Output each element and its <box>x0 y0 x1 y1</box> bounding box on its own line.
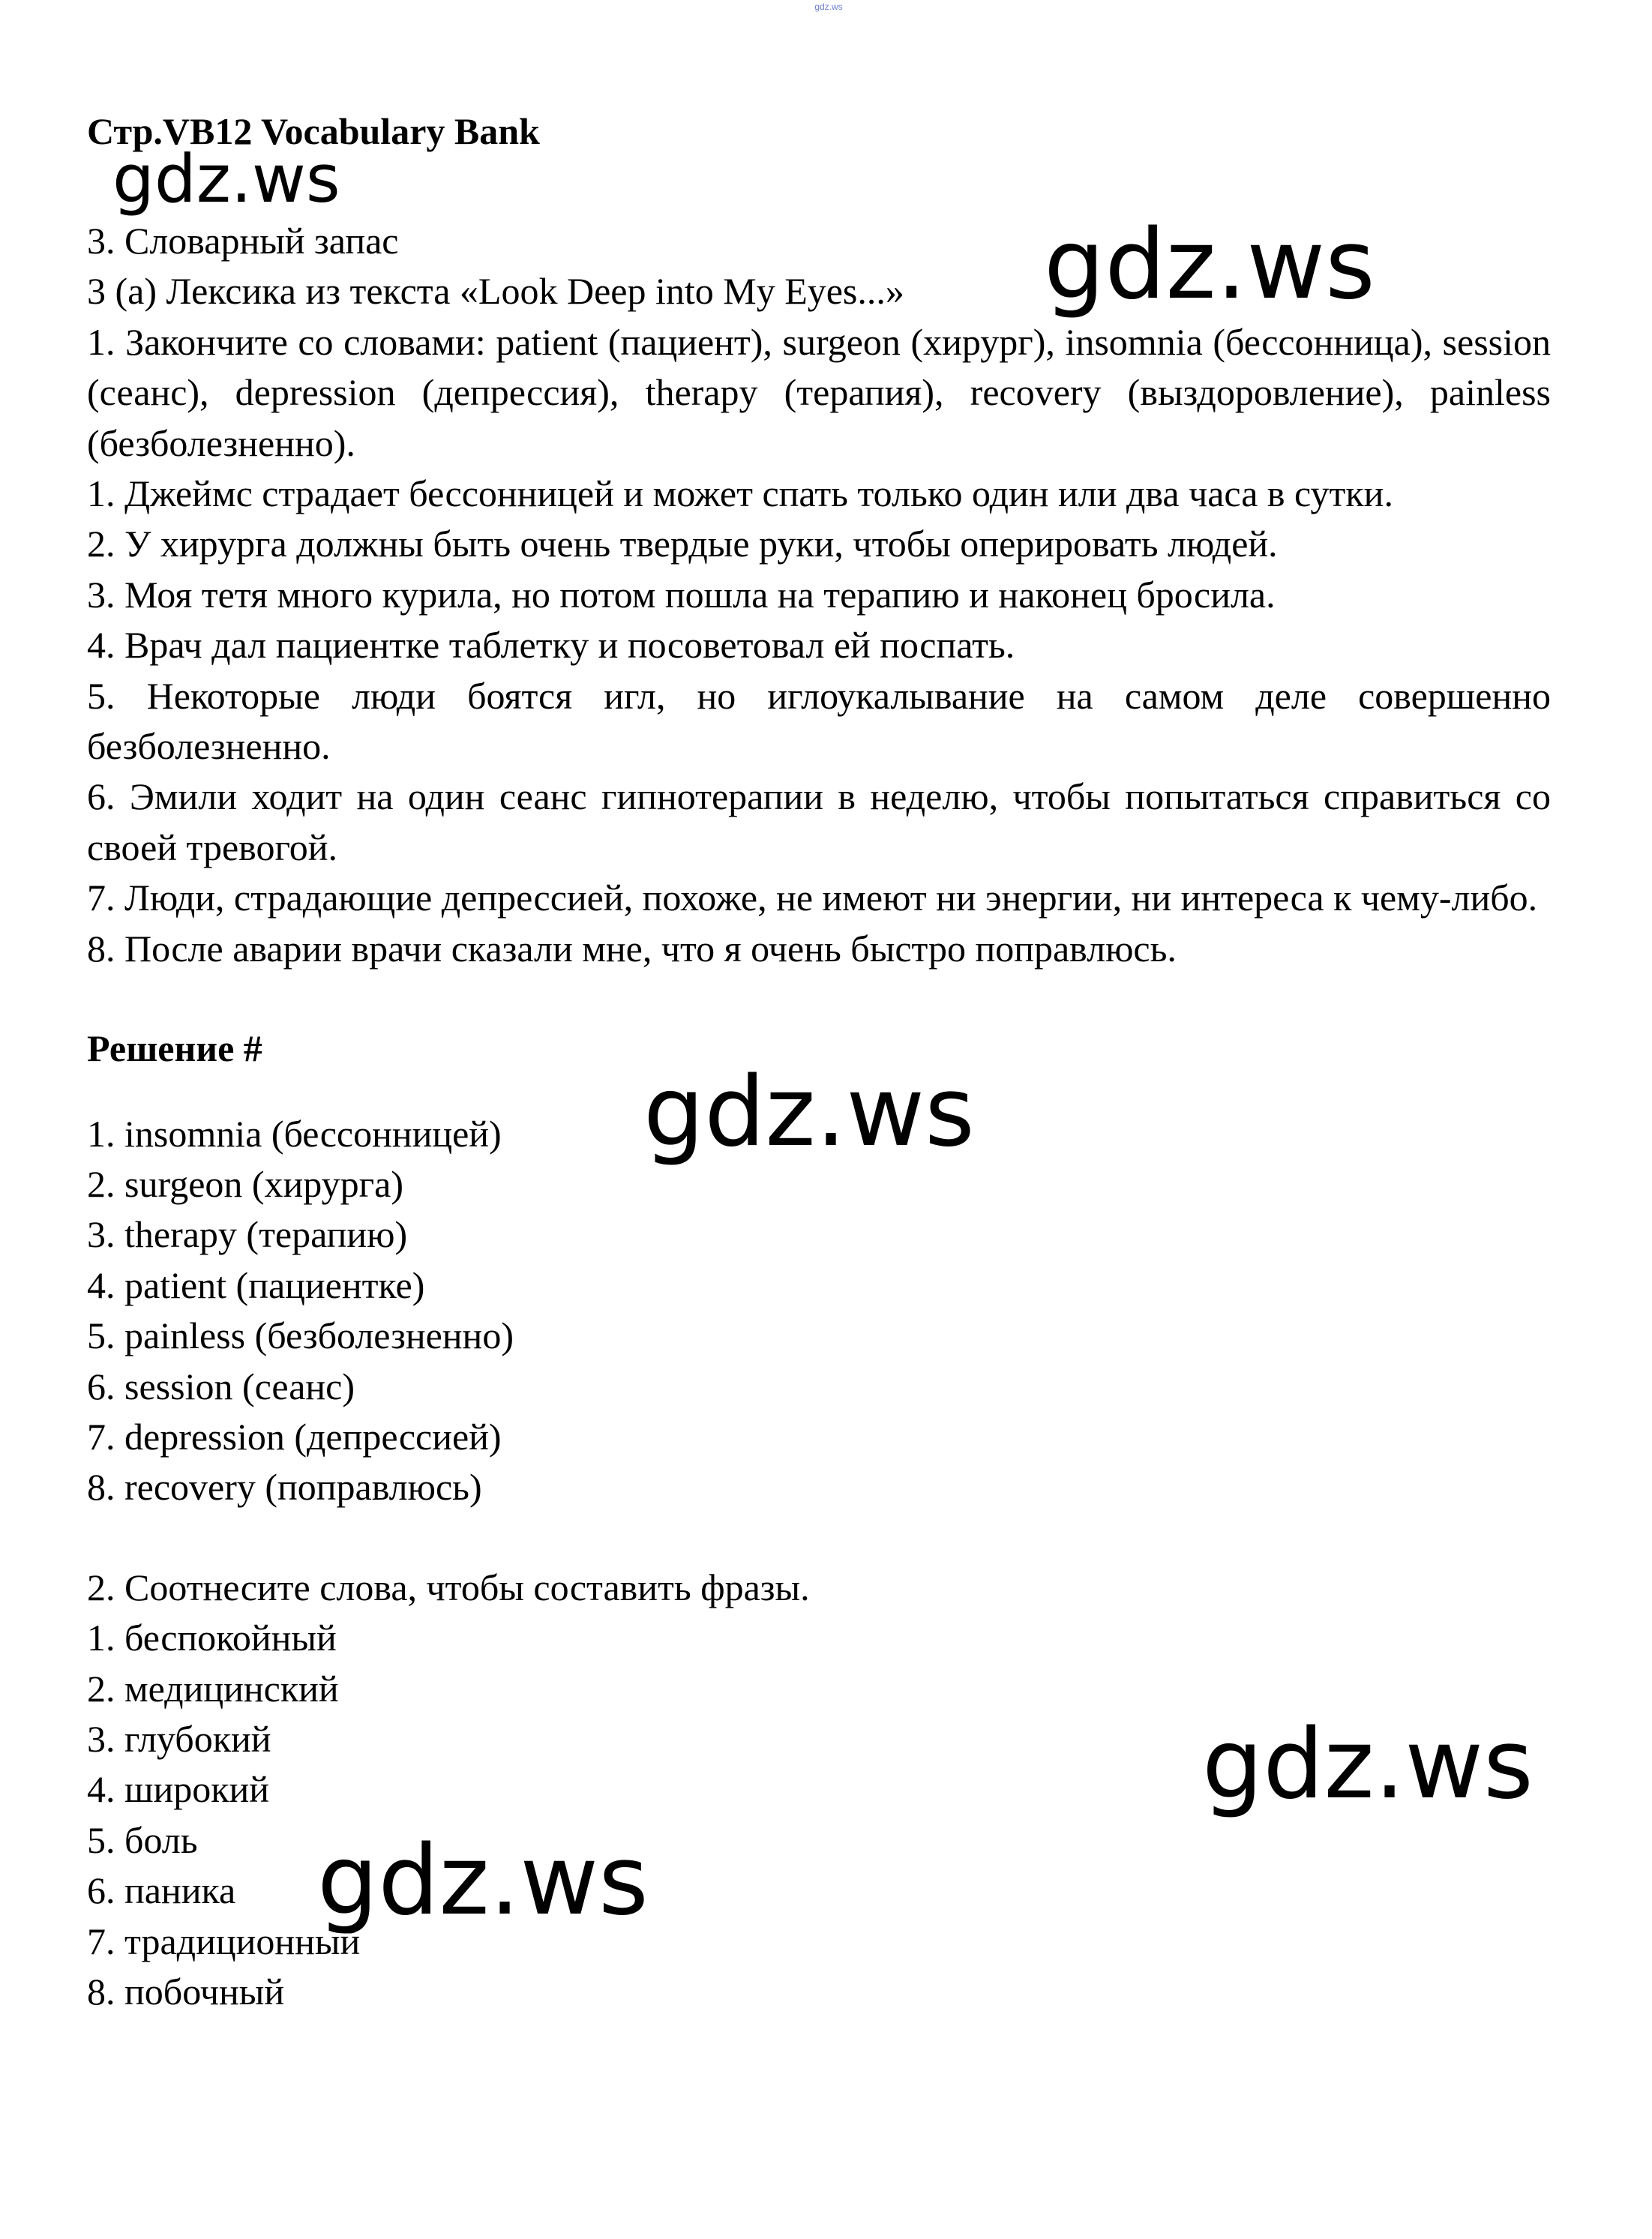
exercise2-instruction: 2. Соотнесите слова, чтобы составить фразы. <box>87 1566 810 1608</box>
exercise2-item: 6. паника <box>87 1869 236 1912</box>
exercise1-sentence: 7. Люди, страдающие депрессией, похоже, не имеют ни энергии, ни интереса к чему-либо. <box>87 877 1538 919</box>
exercise2-item: 5. боль <box>87 1818 198 1861</box>
exercise2-item: 4. широкий <box>87 1768 270 1811</box>
watermark: gdz.ws <box>112 140 340 217</box>
exercise2-item: 8. побочный <box>87 1971 285 2013</box>
watermark: gdz.ws <box>1202 1709 1534 1821</box>
solution-answer: 2. surgeon (хирурга) <box>87 1162 403 1205</box>
subsection-heading: 3 (а) Лексика из текста «Look Deep into My Eyes...» <box>87 270 904 313</box>
watermark: gdz.ws <box>317 1825 649 1937</box>
exercise1-sentence: 3. Моя тетя много курила, но потом пошла на терапию и наконец бросила. <box>87 573 1276 616</box>
exercise1-sentence: 8. После аварии врачи сказали мне, что я очень быстро поправлюсь. <box>87 927 1177 970</box>
solution-answer: 5. painless (безболезненно) <box>87 1314 514 1357</box>
section-heading: 3. Словарный запас <box>87 220 399 262</box>
watermark: gdz.ws <box>1044 209 1375 321</box>
exercise1-sentence: 4. Врач дал пациентке таблетку и посоветовал ей поспать. <box>87 624 1015 667</box>
solution-answer: 3. therapy (терапию) <box>87 1213 408 1256</box>
exercise1-sentence: 2. У хирурга должны быть очень твердые руки, чтобы оперировать людей. <box>87 523 1278 565</box>
exercise1-instruction: 1. Закончите со словами: patient (пациент), surgeon (хирург), insomnia (бессонница), session (сеанс), depression (депрессия), therapy (терапия), recovery (выздоровление), painless (безболезненно). <box>87 320 1551 464</box>
solution-heading: Решение # <box>87 1027 262 1070</box>
solution-answer: 7. depression (депрессией) <box>87 1415 502 1458</box>
exercise1-sentence: 5. Некоторые люди боятся игл, но иглоукалывание на самом деле совершенно безболезненно. <box>87 674 1551 768</box>
page-title: Стр.VB12 Vocabulary Bank <box>87 110 540 152</box>
exercise2-item: 3. глубокий <box>87 1717 271 1760</box>
header-watermark: gdz.ws <box>814 1 843 12</box>
exercise2-item: 1. беспокойный <box>87 1617 337 1659</box>
exercise1-sentence: 6. Эмили ходит на один сеанс гипнотерапии в неделю, чтобы попытаться справиться со своей тревогой. <box>87 775 1551 868</box>
solution-answer: 6. session (сеанс) <box>87 1365 355 1407</box>
exercise2-item: 7. традиционный <box>87 1920 361 1962</box>
exercise2-item: 2. медицинский <box>87 1667 339 1710</box>
solution-answer: 4. patient (пациентке) <box>87 1263 425 1306</box>
exercise1-sentence: 1. Джеймс страдает бессонницей и может спать только один или два часа в сутки. <box>87 472 1393 515</box>
watermark: gdz.ws <box>643 1057 975 1168</box>
solution-answer: 8. recovery (поправлюсь) <box>87 1466 482 1509</box>
solution-answer: 1. insomnia (бессонницей) <box>87 1112 502 1155</box>
